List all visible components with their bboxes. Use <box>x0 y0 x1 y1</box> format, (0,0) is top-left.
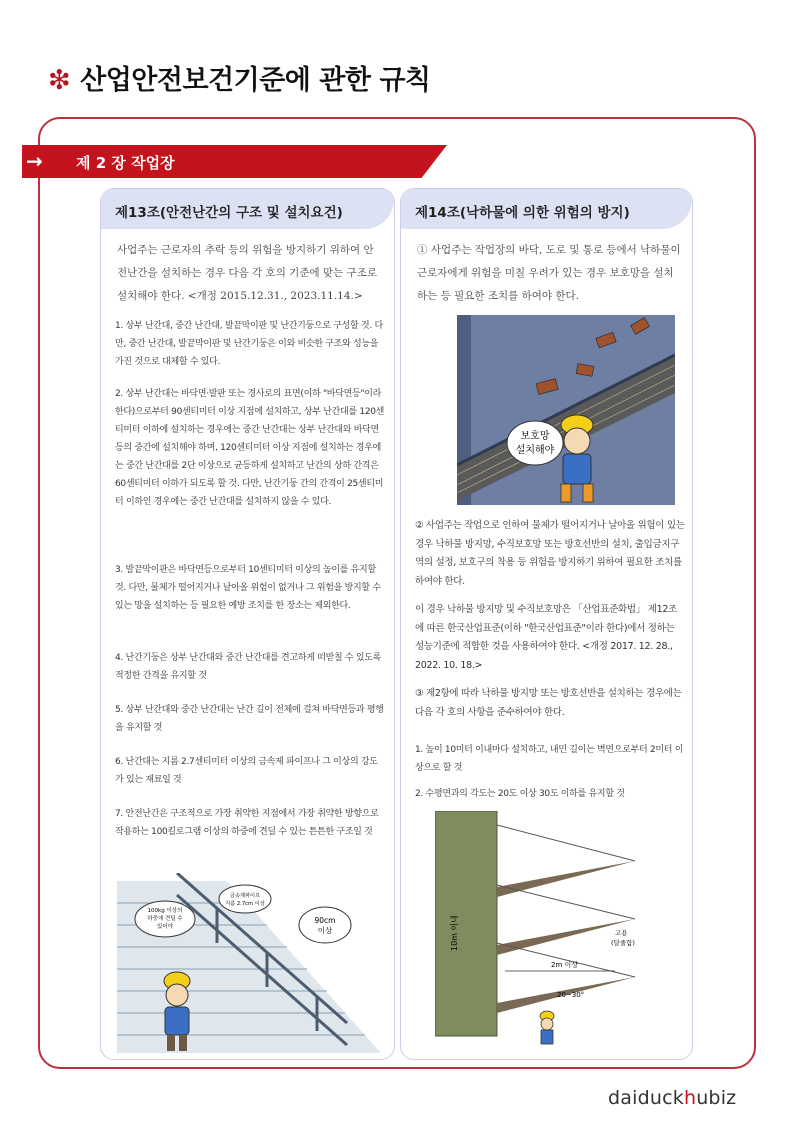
hook-label-2: (달줄함) <box>611 939 635 947</box>
bubble-height-line-1: 90cm <box>314 916 336 925</box>
article-13-item-2: 2. 상부 난간대는 바닥면·발판 또는 경사로의 표면(이하 "바닥면등"이라 한다)으로부터 90센티미터 이상 지점에 설치하고, 상부 난간대를 120센티미터 이하에 설치하는 경우에는 중간 난간대는 상부 난간대와 바닥면등의 중간에 설치해야 하며, 120센티미터 이상 지점에 설치하는 경우에는 중간 난간대를 2단 이상으로 균등하게 설치하고 난간의 상하 간격은 60센티미터 이하가 되도록 할 것. 다만, 난간기둥 간의 간격이 25센티미터 이하인 경우에는 중간 난간대를 설치하지 않을 수 있다. <box>115 389 385 507</box>
article-14-para-2: ② 사업주는 작업으로 인하여 물체가 떨어지거나 날아올 위험이 있는 경우 낙하물 방지망, 수직보호망 또는 방호선반의 설치, 출입금지구역의 설정, 보호구의 착용 등 위험을 방지하기 위하여 필요한 조치를 하여야 한다. <box>415 520 685 587</box>
article-14-para-3: 이 경우 낙하물 방지망 및 수직보호망은 「산업표준화법」 제12조에 따른 한국산업표준(이하 "한국산업표준"이라 한다)에서 정하는 성능기준에 적합한 것을 사용하여야 한다. <개정 2017. 12. 28., 2022. 10. 18.> <box>415 604 677 671</box>
hook-label-1: 고용 <box>615 929 628 937</box>
article-14-item-1: 1. 높이 10미터 이내마다 설치하고, 내민 길이는 벽면으로부터 2미터 이상으로 할 것 <box>415 745 684 773</box>
article-14-item-2: 2. 수평면과의 각도는 20도 이상 30도 이하를 유지할 것 <box>415 789 625 799</box>
net-shelves <box>497 825 635 1013</box>
article-13-panel <box>100 188 395 1060</box>
stair-railing-illustration <box>117 873 381 1053</box>
length-label: 2m 이상 <box>551 961 579 969</box>
small-worker <box>540 1011 554 1044</box>
bubble-load-line-1: 100kg 이상의 <box>147 908 183 914</box>
arrow-right-icon: → <box>26 149 43 173</box>
article-13-item-5: 5. 상부 난간대와 중간 난간대는 난간 길이 전체에 걸쳐 바닥면등과 평행을 유지할 것 <box>115 705 384 733</box>
bubble-height-line-2: 이상 <box>317 926 333 935</box>
article-13-item-1: 1. 상부 난간대, 중간 난간대, 발끝막이판 및 난간기둥으로 구성할 것. 다만, 중간 난간대, 발끝막이판 및 난간기둥은 이와 비슷한 구조와 성능을 가진 것으로 대체할 수 있다. <box>115 321 383 367</box>
article-13-item-6: 6. 난간대는 지름 2.7센티미터 이상의 금속제 파이프나 그 이상의 강도가 있는 재료일 것 <box>115 757 378 785</box>
article-14-para-1: ① 사업주는 작업장의 바닥, 도로 및 통로 등에서 낙하물이 근로자에게 위험을 미칠 우려가 있는 경우 보호망을 설치하는 등 필요한 조치를 하여야 한다. <box>417 244 681 302</box>
brand-accent: h <box>683 1087 697 1109</box>
bubble-height <box>299 907 351 943</box>
article-14-para-4: ③ 제2항에 따라 낙하물 방지망 또는 방호선반을 설치하는 경우에는 다음 각 호의 사항을 준수하여야 한다. <box>415 688 682 718</box>
page-title-text: 산업안전보건기준에 관한 규칙 <box>80 65 431 96</box>
bubble-pipe <box>219 885 271 913</box>
bubble-load-line-3: 있어야 <box>157 924 173 930</box>
article-13-item-4: 4. 난간기둥은 상부 난간대와 중간 난간대를 견고하게 떠받칠 수 있도록 적정한 간격을 유지할 것 <box>115 653 382 681</box>
brand-suffix: ubiz <box>696 1087 737 1109</box>
article-13-intro: 사업주는 근로자의 추락 등의 위험을 방지하기 위하여 안전난간을 설치하는 경우 다음 각 호의 기준에 맞는 구조로 설치해야 한다. <개정 2015.12.31., 2023.11.14.> <box>117 244 377 302</box>
article-13-item-3: 3. 발끝막이판은 바닥면등으로부터 10센티미터 이상의 높이를 유지할 것. 다만, 물체가 떨어지거나 날아올 위험이 없거나 그 위험을 방지할 수 있는 망을 설치하는 등 필요한 예방 조치를 한 장소는 제외한다. <box>115 565 381 611</box>
chapter-label: 제 2 장 작업장 <box>76 154 175 172</box>
article-14-header <box>401 189 692 229</box>
article-13-header <box>101 189 394 229</box>
page-title <box>48 58 431 97</box>
brand-logo <box>608 1087 736 1109</box>
speech-line-1: 보호망 <box>520 431 550 442</box>
article-13-heading: 제13조(안전난간의 구조 및 설치요건) <box>115 205 343 221</box>
brand-prefix: daiduck <box>608 1087 684 1109</box>
speech-line-2: 설치해야 <box>515 445 555 456</box>
article-14-panel <box>400 188 693 1060</box>
safety-net-illustration <box>457 315 675 505</box>
bubble-load <box>135 901 195 937</box>
net-installation-diagram <box>435 811 675 1051</box>
asterisk-icon: ❇ <box>48 65 71 96</box>
article-13-item-7: 7. 안전난간은 구조적으로 가장 취약한 지점에서 가장 취약한 방향으로 작용하는 100킬로그램 이상의 하중에 견딜 수 있는 튼튼한 구조일 것 <box>115 809 379 837</box>
angle-label: 20~30° <box>557 991 585 999</box>
speech-bubble <box>507 421 563 465</box>
bubble-pipe-line-1: 금속제파이프 <box>229 893 261 899</box>
bubble-load-line-2: 하중에 견딜 수 <box>147 916 183 922</box>
article-14-heading: 제14조(낙하물에 의한 위험의 방지) <box>415 205 630 221</box>
height-label: 10m 이내 <box>450 915 459 951</box>
bubble-pipe-line-2: 지름 2.7cm 이상 <box>225 901 265 907</box>
